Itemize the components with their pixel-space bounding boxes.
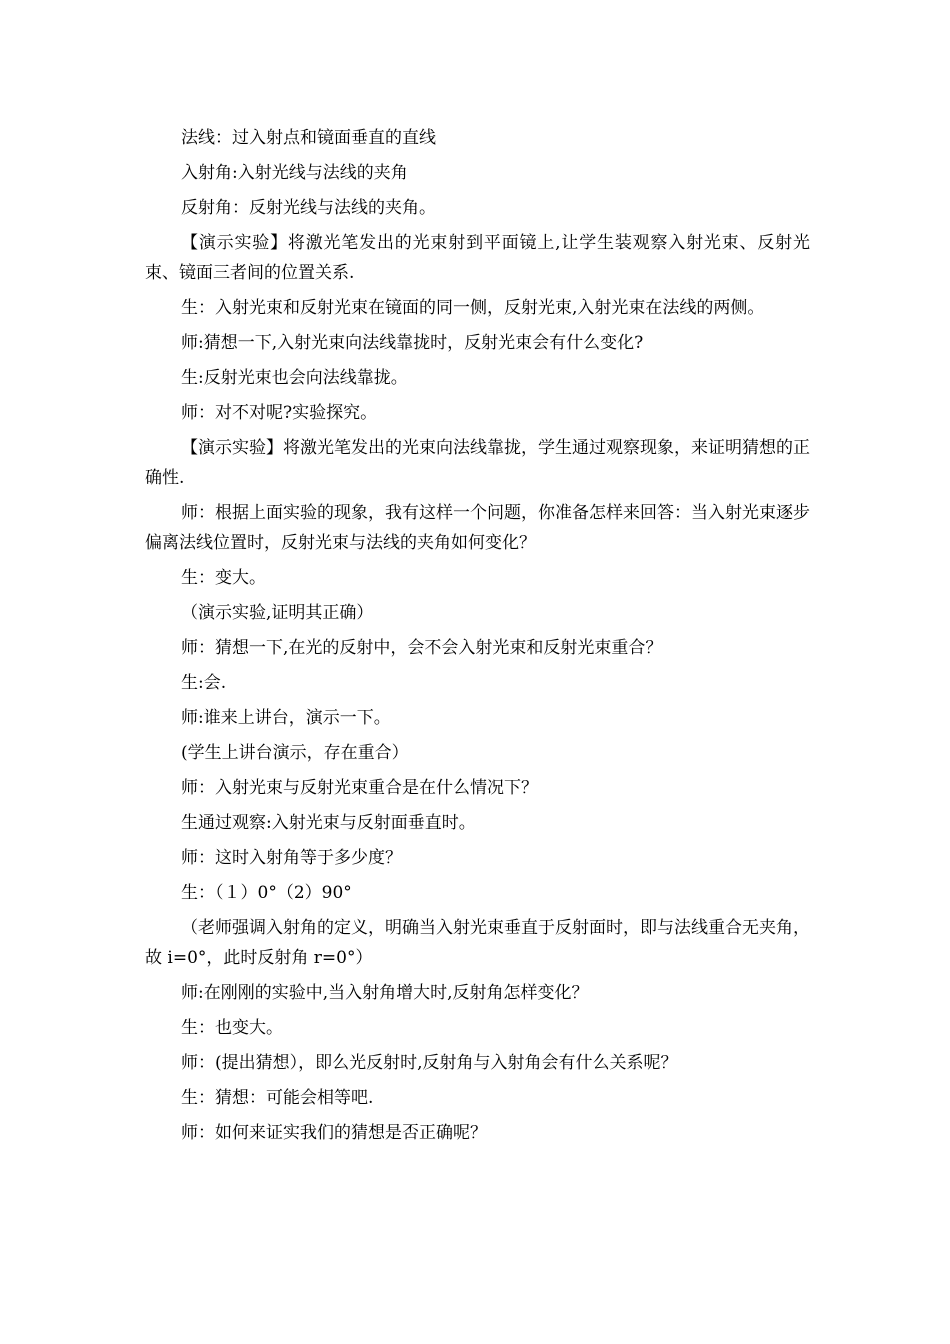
paragraph: 师：猜想一下,在光的反射中，会不会入射光束和反射光束重合？ (181, 638, 663, 658)
paragraph: （老师强调入射角的定义，明确当入射光束垂直于反射面时，即与法线重合无夹角，故 i=0°，此时反射角 r=0°） (145, 918, 810, 968)
paragraph: 师：对不对呢?实验探究。 (181, 403, 378, 423)
paragraph: 师:谁来上讲台，演示一下。 (181, 708, 391, 728)
paragraph: 生：也变大。 (181, 1018, 283, 1038)
paragraph: 师：入射光束与反射光束重合是在什么情况下？ (181, 778, 538, 798)
paragraph: 生：变大。 (181, 568, 266, 588)
paragraph: 入射角:入射光线与法线的夹角 (181, 163, 408, 183)
paragraph: 生通过观察:入射光束与反射面垂直时。 (181, 813, 476, 833)
paragraph: 师:在刚刚的实验中,当入射角增大时,反射角怎样变化？ (181, 983, 589, 1003)
paragraph: 师：(提出猜想），即么光反射时,反射角与入射角会有什么关系呢？ (181, 1053, 678, 1073)
paragraph: 生：（１）0°（2）90° (181, 883, 352, 903)
paragraph: 生：入射光束和反射光束在镜面的同一侧，反射光束,入射光束在法线的两侧。 (181, 298, 765, 318)
document-body (145, 123, 810, 1148)
paragraph: 反射角：反射光线与法线的夹角。 (181, 198, 436, 218)
paragraph: （演示实验,证明其正确） (181, 603, 374, 623)
paragraph: 【演示实验】将激光笔发出的光束射到平面镜上,让学生装观察入射光束、反射光束、镜面三者间的位置关系. (145, 233, 810, 283)
paragraph: 师：如何来证实我们的猜想是否正确呢？ (181, 1123, 487, 1143)
paragraph: 【演示实验】将激光笔发出的光束向法线靠拢，学生通过观察现象，来证明猜想的正确性. (145, 438, 810, 488)
paragraph: 生:会. (181, 673, 227, 693)
paragraph: 师:猜想一下,入射光束向法线靠拢时，反射光束会有什么变化? (181, 333, 644, 353)
paragraph: (学生上讲台演示，存在重合） (181, 743, 409, 763)
paragraph: 师：这时入射角等于多少度？ (181, 848, 402, 868)
paragraph: 师：根据上面实验的现象，我有这样一个问题，你准备怎样来回答：当入射光束逐步偏离法线位置时，反射光束与法线的夹角如何变化？ (145, 503, 810, 553)
paragraph: 法线：过入射点和镜面垂直的直线 (181, 128, 436, 148)
paragraph: 生：猜想：可能会相等吧. (181, 1088, 374, 1108)
paragraph: 生:反射光束也会向法线靠拢。 (181, 368, 408, 388)
